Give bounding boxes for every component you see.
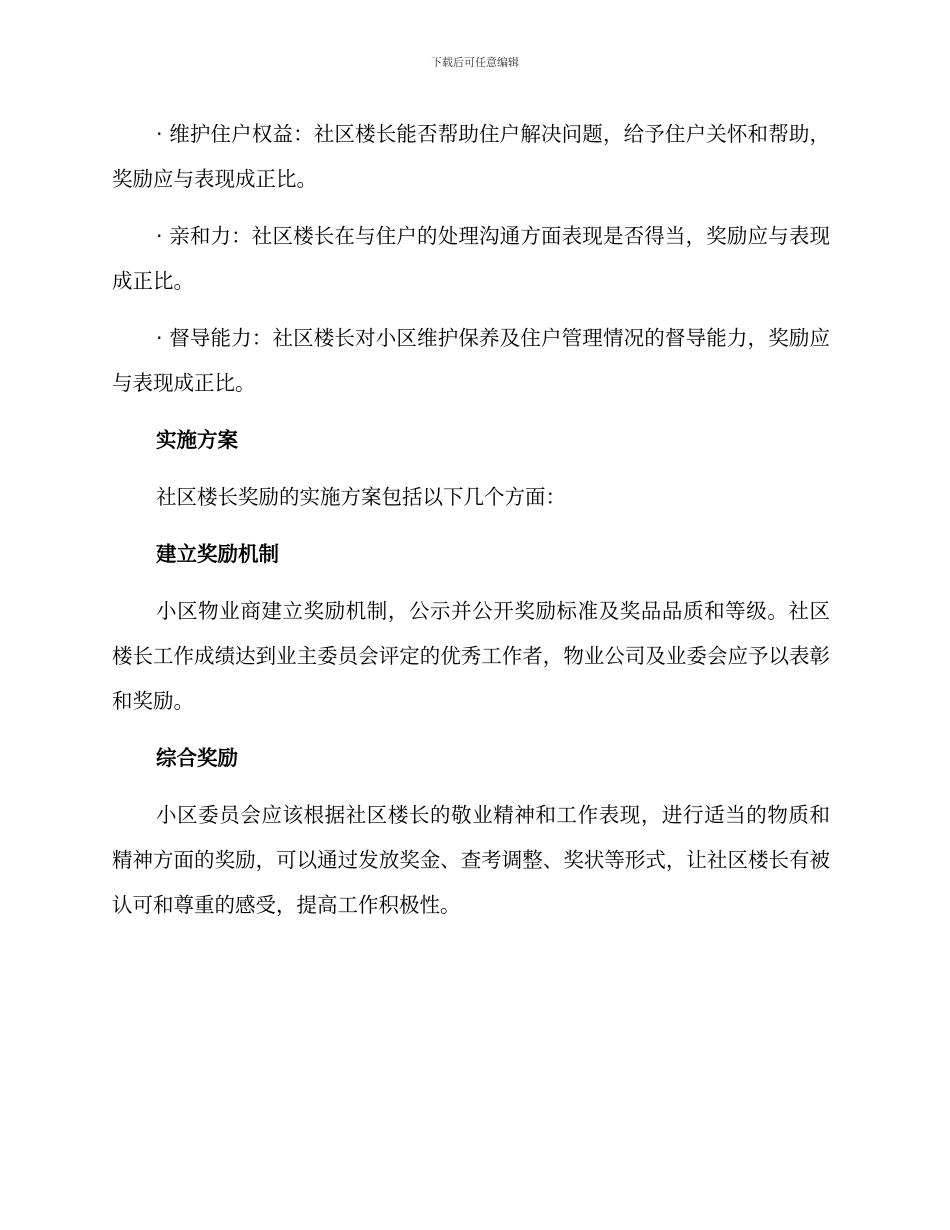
bullet-paragraph-supervision: · 督导能力：社区楼长对小区维护保养及住户管理情况的督导能力，奖励应与表现成正比。 — [112, 326, 830, 395]
section-heading-mechanism: 建立奖励机制 — [156, 542, 279, 566]
paragraph-implementation-intro: 社区楼长奖励的实施方案包括以下几个方面： — [156, 485, 566, 509]
paragraph-comprehensive: 小区委员会应该根据社区楼长的敬业精神和工作表现，进行适当的物质和精神方面的奖励，可以通过发放奖金、查考调整、奖状等形式，让社区楼长有被认可和尊重的感受，提高工作积极性。 — [112, 803, 830, 917]
section-heading-implementation: 实施方案 — [156, 428, 238, 452]
section-heading-comprehensive: 综合奖励 — [156, 746, 238, 770]
bullet-paragraph-rights: · 维护住户权益：社区楼长能否帮助住户解决问题，给予住户关怀和帮助，奖励应与表现成正比。 — [112, 122, 830, 191]
page-header: 下载后可任意编辑 — [431, 56, 519, 69]
document-body — [112, 112, 830, 940]
paragraph-mechanism: 小区物业商建立奖励机制，公示并公开奖励标准及奖品品质和等级。社区楼长工作成绩达到业主委员会评定的优秀工作者，物业公司及业委会应予以表彰和奖励。 — [112, 599, 830, 713]
bullet-paragraph-affinity: · 亲和力：社区楼长在与住户的处理沟通方面表现是否得当，奖励应与表现成正比。 — [112, 224, 830, 293]
